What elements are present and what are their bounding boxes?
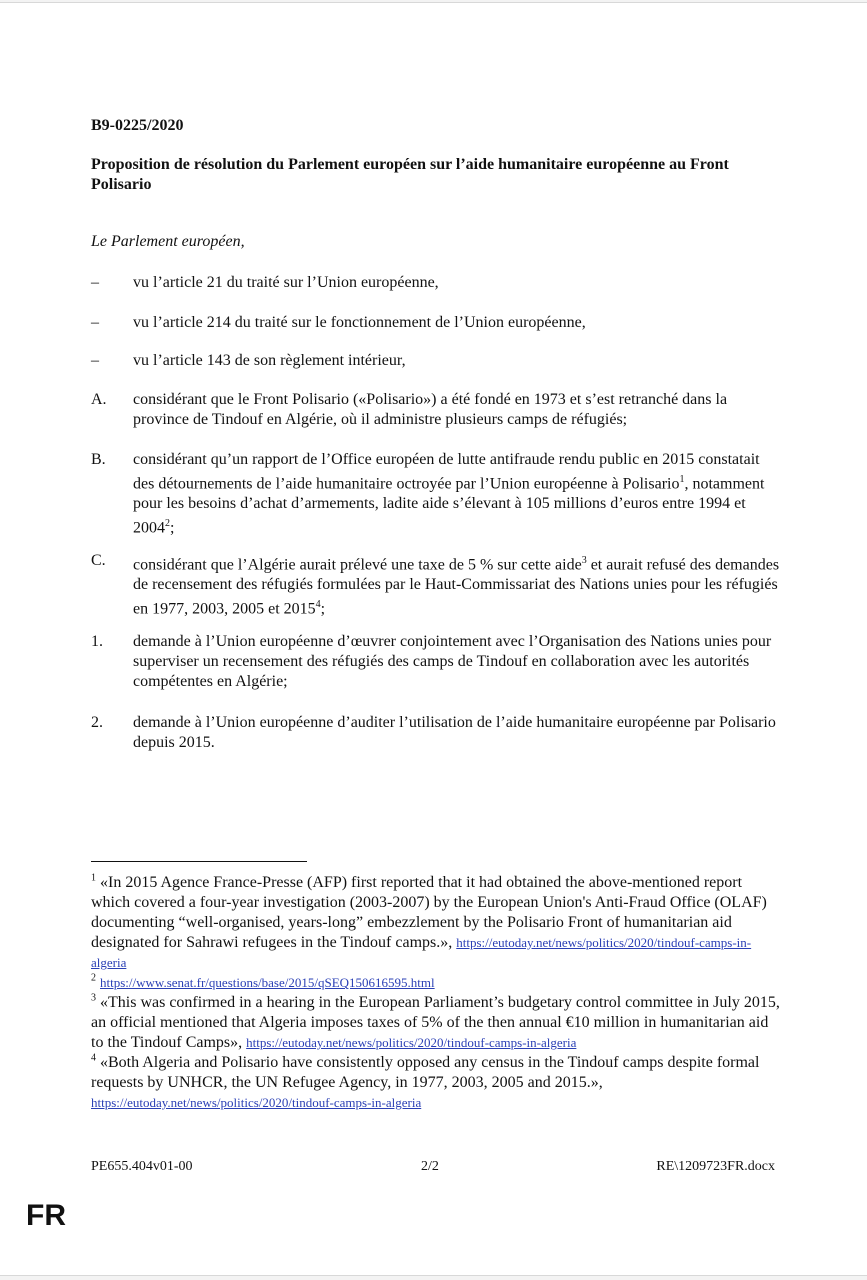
citation-item [91,273,791,293]
operative-item [91,713,791,753]
item-text: considérant que le Front Polisario («Polisario») a été fondé en 1973 et s’est retranché dans la province de Tindouf en Algérie, où il administre plusieurs camps de réfugiés; [133,391,728,428]
item-marker: – [91,352,99,369]
footnote-link[interactable]: https://eutoday.net/news/politics/2020/tindouf-camps-in-algeria [91,1095,422,1110]
document-page [0,2,867,1276]
item-text: considérant qu’un rapport de l’Office européen de lutte antifraude rendu public en 2015 constatait des détournements de l’aide humanitaire octroyée par l’Union européenne à Polisario$^1$, notamment pour les besoins d’achat d’armements, ladite aide s’élevant à 105 millions d’euros entre 1994 et 2004$^2$; [133,451,765,537]
footer-page-number: 2/2 [421,1159,439,1174]
item-marker: – [91,314,99,331]
language-badge: FR [26,1199,66,1232]
footnote: $^3$ «This was confirmed in a hearing in the European Parliament’s budgetary control committee in July 2015, an official mentioned that Algeria imposes taxes of 5% of the then annual €10 million in humanitarian aid to the Tindouf Camps», https://eutoday.net/news/politics/2020/tindouf-camps-in-algeria [91,992,780,1051]
document-intro: Le Parlement européen, [91,233,245,250]
citation-item [91,351,791,371]
item-text: demande à l’Union européenne d’auditer l’utilisation de l’aide humanitaire européenne par Polisario depuis 2015. [133,714,776,751]
item-marker: C. [91,552,106,569]
item-marker: A. [91,391,107,408]
footnote-ref[interactable]: 3 [581,555,587,566]
footnote-ref[interactable]: 1 [679,474,685,485]
footer-doc-id: PE655.404v01-00 [91,1159,193,1174]
footnotes [91,873,781,1113]
item-text: demande à l’Union européenne d’œuvrer conjointement avec l’Organisation des Nations unies pour superviser un recensement des réfugiés des camps de Tindouf en collaboration avec les autorités compétentes en Algérie; [133,633,772,690]
footnote-link[interactable]: https://eutoday.net/news/politics/2020/tindouf-camps-in-algeria [91,935,752,970]
item-marker: – [91,274,99,291]
recital-item [91,390,791,430]
operative-item [91,632,791,692]
recital-item [91,551,791,620]
footnote: $^2$ https://www.senat.fr/questions/base/2015/qSEQ150616595.html [91,972,435,990]
item-text: vu l’article 143 de son règlement intérieur, [133,352,406,369]
footnote-ref[interactable]: 2 [165,518,170,530]
item-marker: 2. [91,714,103,731]
footer-filename: RE\1209723FR.docx [656,1159,775,1174]
footnote-link[interactable]: https://www.senat.fr/questions/base/2015/qSEQ150616595.html [100,975,435,990]
footnote-separator [91,861,307,862]
footnote-ref[interactable]: 4 [315,599,321,611]
citation-item [91,313,791,333]
document-title: Proposition de résolution du Parlement européen sur l’aide humanitaire européenne au Front Polisario [91,156,729,193]
item-marker: 1. [91,633,103,650]
footnote: $^1$ «In 2015 Agence France-Presse (AFP) first reported that it had obtained the above-mentioned report which covered a four-year investigation (2003-2007) by the European Union's Anti-Fraud Office (OLAF) documenting “well-organised, years-long” embezzlement by the Polisario Front of humanitarian aid designated for Sahrawi refugees in the Tindouf camps.», https://eutoday.net/news/politics/2020/tindouf-camps-in-algeria [91,872,767,970]
recital-item [91,450,791,539]
document-reference: B9-0225/2020 [91,117,184,134]
item-text: vu l’article 21 du traité sur l’Union européenne, [133,274,439,291]
item-text: vu l’article 214 du traité sur le fonctionnement de l’Union européenne, [133,314,586,331]
footnote-link[interactable]: https://eutoday.net/news/politics/2020/tindouf-camps-in-algeria [246,1035,577,1050]
footnote: $^4$ «Both Algeria and Polisario have consistently opposed any census in the Tindouf camps despite formal requests by UNHCR, the UN Refugee Agency, in 1977, 2003, 2005 and 2015.», https://eutoday.net/news/politics/2020/tindouf-camps-in-algeria [91,1052,760,1110]
item-marker: B. [91,451,106,468]
item-text: considérant que l’Algérie aurait prélevé une taxe de 5 % sur cette aide$^3$ et aurait refusé des demandes de recensement des réfugiés formulées par le Haut-Commissariat des Nations unies pour les réfugiés en 1977, 2003, 2005 et 2015$^4$; [133,555,780,618]
